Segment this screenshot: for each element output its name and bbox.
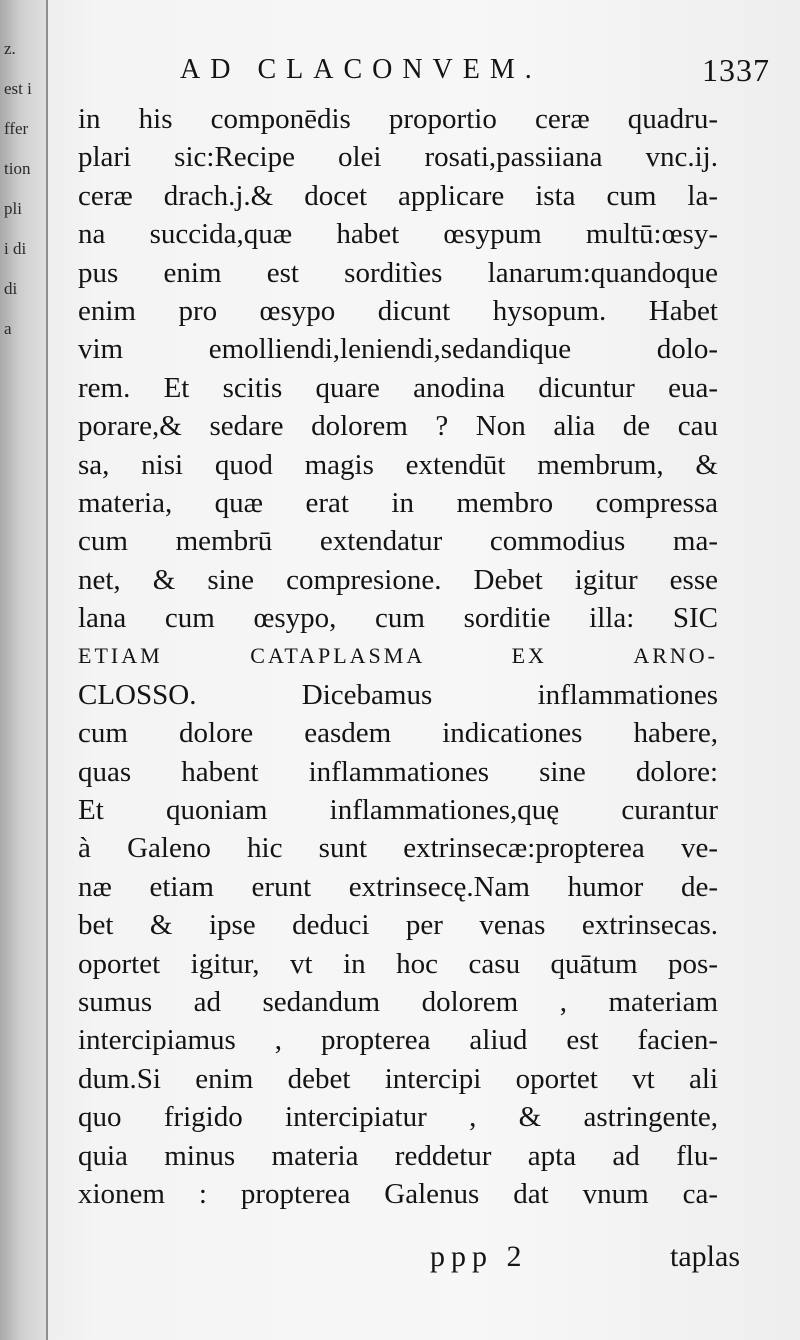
text-line: quo frigido intercipiatur , & astringente, (78, 1101, 718, 1134)
text-line: à Galeno hic sunt extrinsecæ:propterea ve- (78, 832, 718, 865)
page-footer (420, 1240, 740, 1280)
text-line: cum membrū extendatur commodius ma- (78, 525, 718, 558)
margin-fragment: a (4, 319, 12, 338)
text-line: sa, nisi quod magis extendūt membrum, & (78, 448, 718, 481)
text-line: porare,& sedare dolorem ? Non alia de cau (78, 410, 718, 443)
text-line: quas habent inflammationes sine dolore: (78, 755, 718, 788)
page-header (140, 52, 770, 88)
page-number: 1337 (702, 52, 770, 88)
text-line: plari sic:Recipe olei rosati,passiiana vnc.ij. (78, 141, 718, 174)
margin-fragment: tion (4, 159, 31, 178)
text-line: lana cum œsypo, cum sorditie illa: SIC (78, 602, 718, 635)
text-line: quia minus materia reddetur apta ad flu- (78, 1139, 718, 1172)
text-line: bet & ipse deduci per venas extrinsecas. (78, 909, 718, 942)
adjacent-page-margin (0, 0, 48, 1340)
margin-fragment: ffer (4, 119, 29, 138)
margin-fragment: z. (4, 39, 16, 58)
catchword: taplas (670, 1240, 740, 1273)
text-line: enim pro œsypo dicunt hysopum. Habet (78, 294, 718, 327)
text-line: pus enim est sorditìes lanarum:quandoque (78, 256, 718, 289)
text-line: dum.Si enim debet intercipi oportet vt ali (78, 1062, 718, 1095)
text-line: net, & sine compresione. Debet igitur esse (78, 563, 718, 596)
text-line: oportet igitur, vt in hoc casu quātum pos- (78, 947, 718, 980)
text-line-caps: ETIAM CATAPLASMA EX ARNO- (78, 643, 718, 669)
text-line: ceræ drach.j.& docet applicare ista cum la- (78, 179, 718, 212)
text-line: in his componēdis proportio ceræ quadru- (78, 103, 718, 135)
text-line: næ etiam erunt extrinsecę.Nam humor de- (78, 870, 718, 903)
text-line: cum dolore easdem indicationes habere, (78, 717, 718, 750)
signature-mark: ppp 2 (430, 1240, 528, 1273)
margin-fragment: i di (4, 239, 27, 258)
body-text (78, 100, 718, 1213)
text-line: CLOSSO. Dicebamus inflammationes (78, 678, 718, 711)
margin-fragment: pli (4, 199, 22, 218)
text-line: vim emolliendi,leniendi,sedandique dolo- (78, 333, 718, 366)
text-line: rem. Et scitis quare anodina dicuntur eua- (78, 371, 718, 404)
text-line: Et quoniam inflammationes,quę curantur (78, 794, 718, 827)
text-line: xionem : propterea Galenus dat vnum ca- (78, 1177, 718, 1210)
text-line: sumus ad sedandum dolorem , materiam (78, 985, 718, 1018)
margin-fragment: est i (4, 79, 32, 98)
running-head: AD CLACONVEM. (180, 54, 542, 85)
text-line: materia, quæ erat in membro compressa (78, 486, 718, 519)
text-line: na succida,quæ habet œsypum multū:œsy- (78, 218, 718, 251)
text-line: intercipiamus , propterea aliud est facien- (78, 1024, 718, 1057)
margin-fragment: di (4, 279, 18, 298)
